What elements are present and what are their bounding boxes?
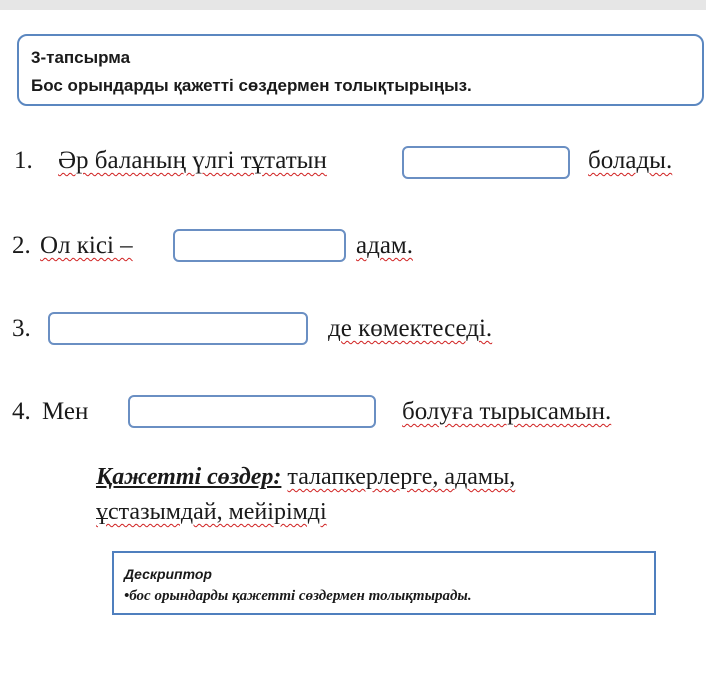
sentence-2-before: Ол кісі –: [40, 232, 133, 259]
descriptor-title: Дескриптор: [124, 566, 212, 582]
top-bar: [0, 0, 706, 10]
sentence-4-number: 4.: [12, 398, 31, 425]
sentence-1-before: Әр баланың үлгі тұтатын: [58, 147, 327, 174]
sentence-1-after: болады.: [588, 147, 673, 174]
sentence-2-number: 2.: [12, 232, 31, 259]
sentence-4-before: Мен: [42, 398, 89, 425]
sentence-3-blank[interactable]: [48, 312, 308, 345]
sentence-1-number: 1.: [14, 147, 33, 174]
word-bank-words-1: талапкерлерге, адамы,: [287, 464, 516, 490]
sentence-2-blank[interactable]: [173, 229, 346, 262]
sentence-4-blank[interactable]: [128, 395, 376, 428]
sentence-2-after: адам.: [356, 232, 413, 259]
descriptor-box: [112, 551, 656, 615]
task-header-box: [17, 34, 704, 106]
word-bank-label: Қажетті сөздер:: [96, 464, 282, 490]
sentence-4-after: болуға тырысамын.: [402, 398, 612, 425]
sentence-1-blank[interactable]: [402, 146, 570, 179]
word-bank-line-2: ұстазымдай, мейірімді: [96, 499, 327, 525]
task-title: 3-тапсырма: [31, 48, 131, 67]
sentence-3-after: де көмектеседі.: [328, 315, 493, 342]
descriptor-bullet: •бос орындарды қажетті сөздермен толықтырады.: [124, 588, 472, 604]
word-bank-line-1: [96, 462, 515, 492]
sentence-3-number: 3.: [12, 315, 31, 342]
task-instruction: Бос орындарды қажетті сөздермен толықтырыңыз.: [31, 76, 472, 95]
